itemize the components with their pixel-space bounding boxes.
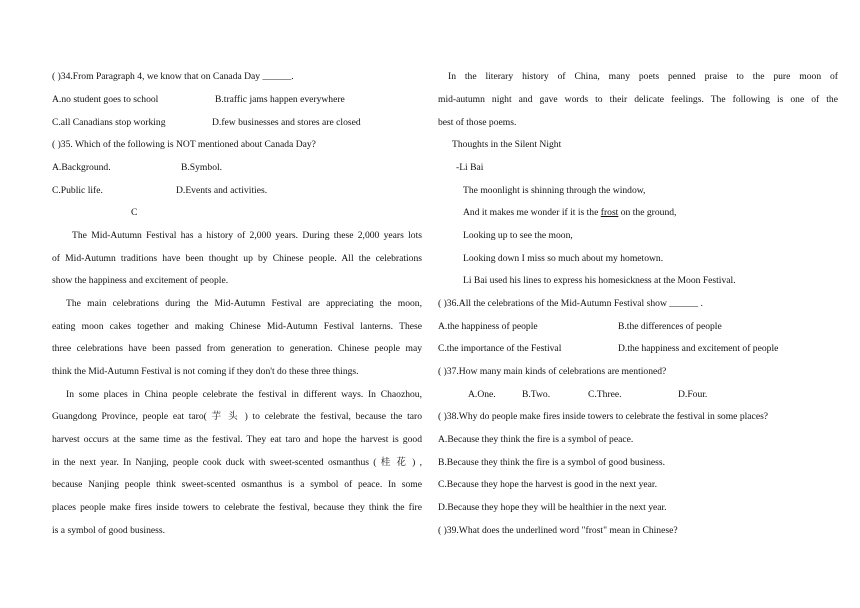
q38-option-a: A.Because they think the fire is a symbol of peace. [438, 434, 634, 445]
paragraph-4-line: best of those poems. [438, 117, 517, 128]
poem-line-1: The moonlight is shinning through the window, [463, 185, 646, 196]
q38-option-c: C.Because they hope the harvest is good in the next year. [438, 479, 657, 490]
paragraph-2-line: The main celebrations during the Mid-Autumn Festival are appreciating the moon, [66, 298, 422, 309]
paragraph-3-line: in the next year. In Nanjing, people cook duck with sweet-scented osmanthus ( 桂 花 ) , [52, 457, 422, 468]
paragraph-3-line: because Nanjing people think sweet-scented osmanthus is a symbol of peace. In some [52, 479, 422, 490]
poem-line-2 [463, 206, 676, 219]
question-34: ( )34.From Paragraph 4, we know that on Canada Day ______. [52, 71, 294, 82]
q34-option-d: D.few businesses and stores are closed [212, 117, 361, 128]
poem-line-2-post: on the ground, [618, 207, 677, 218]
paragraph-2-line: three celebrations have been passed from generation to generation. Chinese people may [52, 343, 422, 354]
question-39: ( )39.What does the underlined word "frost" mean in Chinese? [438, 525, 678, 536]
poem-line-2-pre: And it makes me wonder if it is the [463, 207, 601, 218]
paragraph-1-line: show the happiness and excitement of people. [52, 275, 229, 286]
question-38: ( )38.Why do people make fires inside towers to celebrate the festival in some places? [438, 411, 769, 422]
poem-line-3: Looking up to see the moon, [463, 230, 573, 241]
q35-option-d: D.Events and activities. [176, 185, 268, 196]
q37-option-a: A.One. [468, 389, 496, 400]
q36-option-a: A.the happiness of people [438, 321, 538, 332]
poem-line-4: Looking down I miss so much about my hometown. [463, 253, 664, 264]
q35-option-b: B.Symbol. [181, 162, 223, 173]
q35-option-a: A.Background. [52, 162, 111, 173]
q38-option-b: B.Because they think the fire is a symbol of good business. [438, 457, 666, 468]
paragraph-3-line: is a symbol of good business. [52, 525, 165, 536]
q36-option-c: C.the importance of the Festival [438, 343, 562, 354]
paragraph-3-line: Guangdong Province, people eat taro( 芋 头 ) to celebrate the festival, because the taro [52, 411, 422, 422]
section-heading: C [131, 207, 138, 218]
paragraph-3-line: harvest occurs at the same time as the festival. They eat taro and hope the harvest is good [52, 434, 422, 445]
q34-option-b: B.traffic jams happen everywhere [215, 94, 345, 105]
paragraph-4-line: In the literary history of China, many poets penned praise to the pure moon of [448, 71, 838, 82]
paragraph-3-line: In some places in China people celebrate the festival in different ways. In Chaozhou, [66, 389, 422, 400]
q36-option-d: D.the happiness and excitement of people [618, 343, 779, 354]
q34-option-c: C.all Canadians stop working [52, 117, 166, 128]
q38-option-d: D.Because they hope they will be healthier in the next year. [438, 502, 667, 513]
question-37: ( )37.How many main kinds of celebrations are mentioned? [438, 366, 667, 377]
right-column [430, 0, 860, 608]
poem-author: -Li Bai [456, 162, 484, 173]
paragraph-2-line: think the Mid-Autumn Festival is not coming if they don't do these three things. [52, 366, 359, 377]
q36-option-b: B.the differences of people [618, 321, 722, 332]
poem-note: Li Bai used his lines to express his homesickness at the Moon Festival. [463, 275, 736, 286]
q37-option-b: B.Two. [522, 389, 551, 400]
poem-title: Thoughts in the Silent Night [452, 139, 562, 150]
q37-option-c: C.Three. [588, 389, 622, 400]
question-35: ( )35. Which of the following is NOT mentioned about Canada Day? [52, 139, 316, 150]
paragraph-4-line: mid-autumn night and gave words to their delicate feelings. The following is one of the [438, 94, 838, 105]
q37-option-d: D.Four. [678, 389, 708, 400]
paragraph-2-line: eating moon cakes together and making Chinese Mid-Autumn Festival lanterns. These [52, 321, 422, 332]
paragraph-1-line: The Mid-Autumn Festival has a history of 2,000 years. During these 2,000 years lots [72, 230, 422, 241]
question-36: ( )36.All the celebrations of the Mid-Autumn Festival show ______ . [438, 298, 703, 309]
q34-option-a: A.no student goes to school [52, 94, 159, 105]
paragraph-1-line: of Mid-Autumn traditions have been thought up by Chinese people. All the celebrations [52, 253, 422, 264]
q35-option-c: C.Public life. [52, 185, 103, 196]
underlined-word-frost: frost [600, 207, 619, 218]
paragraph-3-line: places people make fires inside towers to celebrate the festival, because they think the fire [52, 502, 422, 513]
